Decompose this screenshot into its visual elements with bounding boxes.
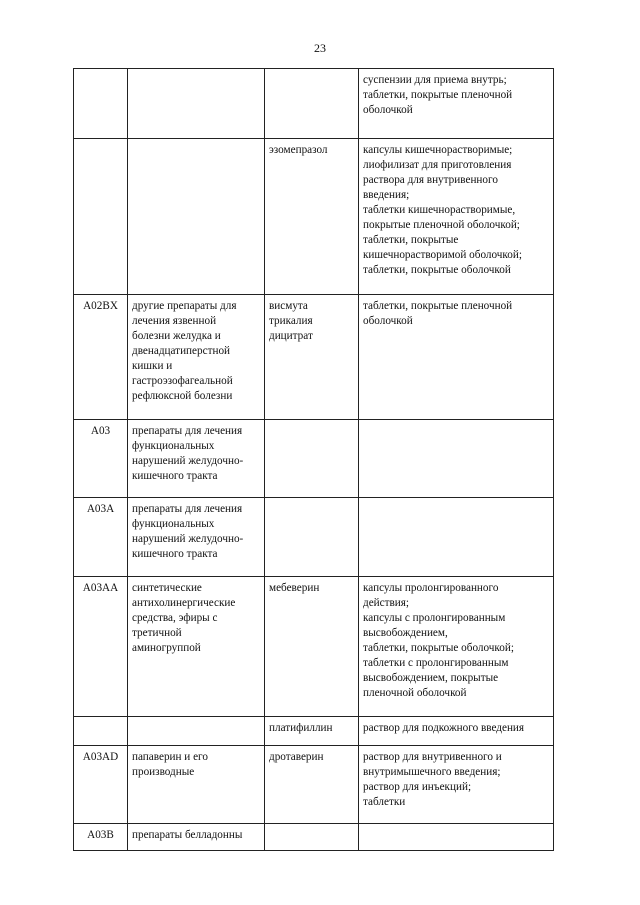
dosage-form-line: таблетки кишечнорастворимые,: [363, 204, 516, 216]
group-name-line: болезни желудка и: [132, 330, 221, 342]
group-names: [132, 502, 260, 562]
drug-name-line: дицитрат: [269, 330, 313, 342]
group-cell: [128, 824, 265, 851]
dosage-form-line: внутримышечного введения;: [363, 766, 501, 778]
dosage-form-line: покрытые пленочной оболочкой;: [363, 219, 520, 231]
atc-code-cell: [74, 824, 128, 851]
dosage-form-line: раствор для подкожного введения: [363, 722, 525, 734]
drug-name-line: платифиллин: [269, 722, 333, 734]
group-name-line: лечения язвенной: [132, 315, 217, 327]
group-cell: [128, 498, 265, 577]
group-name-line: функциональных: [132, 440, 215, 452]
dosage-form-line: раствор для внутривенного и: [363, 751, 502, 763]
dosage-forms: [363, 299, 549, 329]
group-name-line: препараты белладонны: [132, 829, 243, 841]
dosage-form-line: оболочкой: [363, 104, 413, 116]
drug-name-line: мебеверин: [269, 582, 320, 594]
group-name-line: функциональных: [132, 518, 215, 530]
group-name-line: папаверин и его: [132, 751, 208, 763]
atc-code-cell: [74, 746, 128, 824]
table-row: [74, 69, 554, 139]
group-name-line: препараты для лечения: [132, 425, 243, 437]
group-name-line: кишки и: [132, 360, 173, 372]
dosage-form-line: таблетки, покрытые оболочкой: [363, 264, 511, 276]
drug-cell: [265, 420, 359, 498]
atc-code-cell: [74, 295, 128, 420]
group-name-line: средства, эфиры с: [132, 612, 218, 624]
dosage-form-cell: [359, 295, 554, 420]
group-name-line: другие препараты для: [132, 300, 237, 312]
dosage-form-line: раствора для внутривенного: [363, 174, 498, 186]
drug-names: [269, 299, 354, 344]
dosage-form-cell: [359, 498, 554, 577]
drug-cell: [265, 746, 359, 824]
dosage-form-cell: [359, 577, 554, 717]
atc-code: A03: [90, 425, 111, 437]
group-name-line: производные: [132, 766, 195, 778]
group-names: [132, 828, 260, 843]
group-cell: [128, 746, 265, 824]
atc-code-cell: [74, 69, 128, 139]
dosage-form-line: таблетки, покрытые пленочной: [363, 300, 513, 312]
atc-code: A03B: [87, 829, 114, 841]
table-row: [74, 717, 554, 746]
group-name-line: кишечного тракта: [132, 548, 218, 560]
group-name-line: двенадцатиперстной: [132, 345, 231, 357]
table-row: [74, 577, 554, 717]
table-body: [74, 69, 554, 851]
drug-names: [269, 581, 354, 596]
dosage-form-cell: [359, 746, 554, 824]
atc-code: A03AA: [82, 582, 119, 594]
drug-name-line: висмута: [269, 300, 308, 312]
group-name-line: гастроэзофагеальной: [132, 375, 233, 387]
drug-name-line: трикалия: [269, 315, 313, 327]
dosage-form-line: раствор для инъекций;: [363, 781, 472, 793]
group-cell: [128, 577, 265, 717]
group-cell: [128, 420, 265, 498]
group-cell: [128, 295, 265, 420]
group-name-line: кишечного тракта: [132, 470, 218, 482]
dosage-form-line: высвобождением, покрытые: [363, 672, 499, 684]
drug-cell: [265, 717, 359, 746]
drug-name-line: эзомепразол: [269, 144, 328, 156]
dosage-form-line: капсулы пролонгированного: [363, 582, 499, 594]
drug-cell: [265, 577, 359, 717]
drug-cell: [265, 69, 359, 139]
table-row: [74, 498, 554, 577]
dosage-form-line: суспензии для приема внутрь;: [363, 74, 507, 86]
dosage-form-cell: [359, 139, 554, 295]
dosage-forms: [363, 750, 549, 810]
atc-code-cell: [74, 498, 128, 577]
dosage-forms: [363, 721, 549, 736]
atc-code-cell: [74, 420, 128, 498]
table-row: [74, 420, 554, 498]
dosage-forms: [363, 581, 549, 701]
dosage-forms: [363, 73, 549, 118]
dosage-form-line: введения;: [363, 189, 410, 201]
group-names: [132, 581, 260, 656]
dosage-form-line: лиофилизат для приготовления: [363, 159, 512, 171]
atc-code-cell: [74, 577, 128, 717]
table-row: [74, 295, 554, 420]
group-names: [132, 750, 260, 780]
group-names: [132, 299, 260, 404]
dosage-form-line: действия;: [363, 597, 410, 609]
dosage-form-line: капсулы кишечнорастворимые;: [363, 144, 513, 156]
group-cell: [128, 717, 265, 746]
dosage-form-line: таблетки с пролонгированным: [363, 657, 509, 669]
dosage-form-line: таблетки, покрытые пленочной: [363, 89, 513, 101]
page-number: 23: [314, 41, 326, 55]
dosage-form-line: капсулы с пролонгированным: [363, 612, 506, 624]
group-names: [132, 424, 260, 484]
atc-code-cell: [74, 717, 128, 746]
group-cell: [128, 139, 265, 295]
atc-code: A03AD: [82, 751, 119, 763]
group-cell: [128, 69, 265, 139]
atc-code: A02BX: [83, 300, 118, 312]
drug-cell: [265, 139, 359, 295]
group-name-line: антихолинергические: [132, 597, 236, 609]
dosage-forms: [363, 143, 549, 278]
atc-code: A03A: [86, 503, 115, 515]
dosage-form-cell: [359, 420, 554, 498]
dosage-form-line: высвобождением,: [363, 627, 448, 639]
drug-names: [269, 143, 354, 158]
dosage-form-line: кишечнорастворимой оболочкой;: [363, 249, 522, 261]
dosage-form-cell: [359, 824, 554, 851]
drug-cell: [265, 824, 359, 851]
drug-name-line: дротаверин: [269, 751, 324, 763]
dosage-form-line: пленочной оболочкой: [363, 687, 467, 699]
dosage-form-line: таблетки, покрытые: [363, 234, 459, 246]
drug-cell: [265, 498, 359, 577]
group-name-line: нарушений желудочно-: [132, 455, 244, 467]
drug-cell: [265, 295, 359, 420]
dosage-form-line: оболочкой: [363, 315, 413, 327]
table-row: [74, 139, 554, 295]
dosage-form-line: таблетки: [363, 796, 406, 808]
group-name-line: синтетические: [132, 582, 202, 594]
group-name-line: нарушений желудочно-: [132, 533, 244, 545]
group-name-line: рефлюксной болезни: [132, 390, 233, 402]
dosage-form-line: таблетки, покрытые оболочкой;: [363, 642, 514, 654]
group-name-line: препараты для лечения: [132, 503, 243, 515]
drug-names: [269, 721, 354, 736]
drug-classification-table: [73, 68, 554, 851]
group-name-line: аминогруппой: [132, 642, 201, 654]
dosage-form-cell: [359, 69, 554, 139]
table-row: [74, 824, 554, 851]
group-name-line: третичной: [132, 627, 182, 639]
dosage-form-cell: [359, 717, 554, 746]
atc-code-cell: [74, 139, 128, 295]
drug-names: [269, 750, 354, 765]
table-row: [74, 746, 554, 824]
